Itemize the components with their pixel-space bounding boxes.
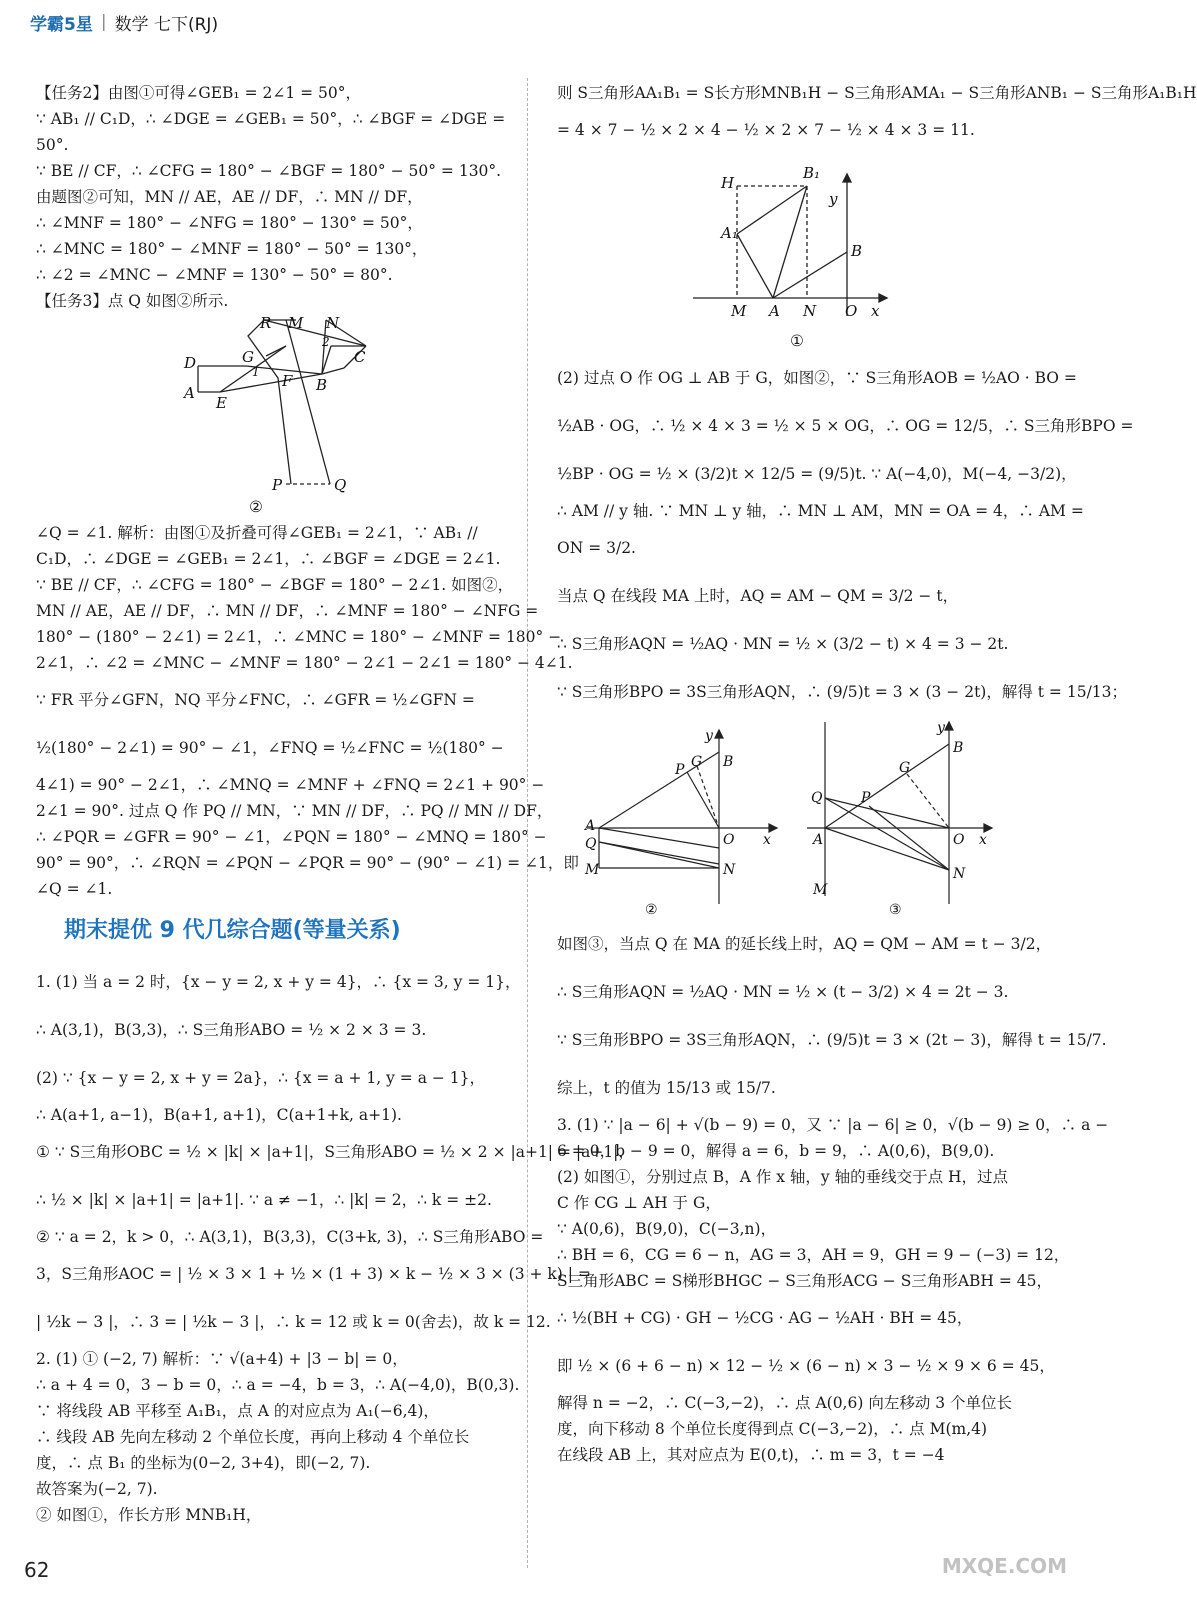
text-line: MN // AE，AE // DF，∴ MN // DF，∴ ∠MNF = 180° − ∠NFG =	[36, 602, 539, 620]
text-line: ∠Q = ∠1. 解析：由图①及折叠可得∠GEB₁ = 2∠1，∵ AB₁ //	[36, 524, 478, 542]
text-line: ∵ FR 平分∠GFN，NQ 平分∠FNC，∴ ∠GFR = ½∠GFN =	[36, 691, 475, 709]
section-title: 期末提优 9 代几综合题(等量关系)	[64, 918, 401, 943]
label-A: A	[184, 384, 195, 402]
label-Q: Q	[334, 476, 347, 494]
figure-r1	[557, 156, 1057, 326]
text-line: 1. (1) 当 a = 2 时，{x − y = 2, x + y = 4}，∴ {x = 3, y = 1}，	[36, 973, 521, 991]
text-line: = 4 × 7 − ½ × 2 × 4 − ½ × 2 × 7 − ½ × 4 × 3 = 11.	[557, 121, 975, 139]
figure-r2-r3	[557, 718, 1057, 918]
text-line: ½AB · OG，∴ ½ × 4 × 3 = ½ × 5 × OG，∴ OG = 12/5，∴ S三角形BPO =	[557, 417, 1134, 435]
text-line: ON = 3/2.	[557, 539, 636, 557]
label-P: P	[861, 790, 871, 806]
text-line: 6 = 0，b − 9 = 0，解得 a = 6，b = 9，∴ A(0,6)，B(9,0).	[557, 1142, 995, 1160]
label-y: y	[705, 728, 713, 744]
label-angle-2: 2	[322, 335, 330, 349]
label-G: G	[899, 760, 911, 776]
label-G: G	[242, 348, 254, 366]
text-line: ∵ BE // CF，∴ ∠CFG = 180° − ∠BGF = 180° − 50° = 130°.	[36, 162, 502, 180]
text-line: ∵ S三角形BPO = 3S三角形AQN，∴ (9/5)t = 3 × (2t − 3)，解得 t = 15/7.	[557, 1031, 1107, 1049]
label-B: B	[851, 242, 863, 260]
text-line: 则 S三角形AA₁B₁ = S长方形MNB₁H − S三角形AMA₁ − S三角形ANB₁ − S三角形A₁B₁H	[557, 84, 1197, 102]
label-C: C	[354, 348, 366, 366]
brand-logo: 学霸5星	[30, 14, 93, 35]
label-angle-1: 1	[252, 365, 260, 379]
label-B: B	[953, 740, 964, 756]
label-E: E	[216, 394, 227, 412]
text-line: ∵ BE // CF，∴ ∠CFG = 180° − ∠BGF = 180° − 2∠1. 如图②，	[36, 576, 514, 594]
label-M: M	[731, 302, 747, 320]
text-line: ∴ ∠MNF = 180° − ∠NFG = 180° − 130° = 50°，	[36, 214, 423, 232]
label-x: x	[763, 832, 771, 848]
label-N: N	[803, 302, 817, 320]
text-line: ① ∵ S三角形OBC = ½ × |k| × |a+1|，S三角形ABO = ½ × 2 × |a+1| = |a+1|，	[36, 1143, 634, 1161]
column-divider	[527, 78, 528, 1568]
label-x: x	[979, 832, 987, 848]
header-subject: 数学 七下(RJ)	[114, 14, 219, 35]
text-line: 90° = 90°，∴ ∠RQN = ∠PQN − ∠PQR = 90° − (90° − ∠1) = ∠1，即	[36, 854, 579, 872]
label-N: N	[723, 862, 736, 878]
text-line: 如图③，当点 Q 在 MA 的延长线上时，AQ = QM − AM = t − 3/2，	[557, 935, 1052, 953]
figure-task3	[36, 316, 526, 492]
text-line: S三角形ABC = S梯形BHGC − S三角形ACG − S三角形ABH = 45，	[557, 1272, 1052, 1290]
text-line: ② 如图①，作长方形 MNB₁H，	[36, 1506, 262, 1524]
label-Q: Q	[585, 836, 597, 852]
text-line: ∠Q = ∠1.	[36, 880, 113, 898]
label-y: y	[937, 720, 945, 736]
text-line: 度，∴ 点 B₁ 的坐标为(0−2, 3+4)，即(−2, 7).	[36, 1454, 371, 1472]
text-line: 解得 n = −2，∴ C(−3,−2)，∴ 点 A(0,6) 向左移动 3 个单位长	[557, 1394, 1013, 1412]
label-R: R	[260, 314, 272, 332]
text-line: ∴ ∠MNC = 180° − ∠MNF = 180° − 50° = 130°，	[36, 240, 428, 258]
watermark: MXQE.COM	[941, 1554, 1067, 1578]
label-y: y	[829, 190, 838, 208]
text-line: 故答案为(−2, 7).	[36, 1480, 158, 1498]
text-line: 50°.	[36, 136, 69, 154]
text-line: 2∠1，∴ ∠2 = ∠MNC − ∠MNF = 180° − 2∠1 − 2∠1 = 180° − 4∠1.	[36, 654, 573, 672]
page-number: 62	[24, 1558, 50, 1582]
label-G: G	[691, 754, 703, 770]
text-line: ∴ ∠PQR = ∠GFR = 90° − ∠1，∠PQN = 180° − ∠MNQ = 180° −	[36, 828, 547, 846]
figure-caption: ②	[645, 902, 658, 918]
text-line: 【任务3】点 Q 如图②所示.	[36, 292, 229, 310]
header-separator: |	[100, 12, 107, 32]
label-B1: B₁	[803, 164, 821, 182]
text-line: ∴ AM // y 轴. ∵ MN ⊥ y 轴，∴ MN ⊥ AM，MN = OA = 4，∴ AM =	[557, 502, 1084, 520]
figure-caption: ③	[889, 902, 902, 918]
label-F: F	[282, 372, 293, 390]
text-line: ∴ ½ × |k| × |a+1| = |a+1|. ∵ a ≠ −1，∴ |k| = 2，∴ k = ±2.	[36, 1191, 492, 1209]
figure-caption: ①	[790, 332, 804, 350]
text-line: ∵ A(0,6)，B(9,0)，C(−3,n)，	[557, 1220, 777, 1238]
text-line: ∴ 线段 AB 先向左移动 2 个单位长度，再向上移动 4 个单位长	[36, 1428, 470, 1446]
label-O: O	[845, 302, 858, 320]
text-line: 2. (1) ① (−2, 7) 解析：∵ √(a+4) + |3 − b| = 0，	[36, 1350, 408, 1368]
text-line: ∴ ½(BH + CG) · GH − ½CG · AG − ½AH · BH = 45，	[557, 1309, 973, 1327]
text-line: 【任务2】由图①可得∠GEB₁ = 2∠1 = 50°，	[36, 84, 362, 102]
text-line: ② ∵ a = 2，k > 0，∴ A(3,1)，B(3,3)，C(3+k, 3)，∴ S三角形ABO =	[36, 1228, 544, 1246]
label-O: O	[723, 832, 735, 848]
text-line: ∴ A(a+1, a−1)，B(a+1, a+1)，C(a+1+k, a+1).	[36, 1106, 402, 1124]
figure-caption: ②	[249, 498, 263, 516]
text-line: 3. (1) ∵ |a − 6| + √(b − 9) = 0，又 ∵ |a − 6| ≥ 0，√(b − 9) ≥ 0，∴ a −	[557, 1116, 1109, 1134]
label-N: N	[326, 314, 340, 332]
label-M: M	[585, 862, 600, 878]
text-line: C 作 CG ⊥ AH 于 G，	[557, 1194, 721, 1212]
text-line: ∴ S三角形AQN = ½AQ · MN = ½ × (t − 3/2) × 4 = 2t − 3.	[557, 983, 1009, 1001]
label-D: D	[184, 354, 197, 372]
text-line: ½BP · OG = ½ × (3/2)t × 12/5 = (9/5)t. ∵ A(−4,0)，M(−4, −3/2)，	[557, 465, 1077, 483]
text-line: 3，S三角形AOC = | ½ × 3 × 1 + ½ × (1 + 3) × k − ½ × 3 × (3 + k) | =	[36, 1265, 591, 1283]
label-A: A	[585, 818, 596, 834]
text-line: (2) 过点 O 作 OG ⊥ AB 于 G，如图②，∵ S三角形AOB = ½AO · BO =	[557, 369, 1077, 387]
label-A1: A₁	[721, 224, 738, 242]
text-line: ∴ a + 4 = 0，3 − b = 0，∴ a = −4，b = 3，∴ A(−4,0)，B(0,3).	[36, 1376, 520, 1394]
label-O: O	[953, 832, 965, 848]
text-line: ½(180° − 2∠1) = 90° − ∠1，∠FNQ = ½∠FNC = ½(180° −	[36, 739, 504, 757]
text-line: ∴ S三角形AQN = ½AQ · MN = ½ × (3/2 − t) × 4 = 3 − 2t.	[557, 635, 1009, 653]
text-line: ∴ ∠2 = ∠MNC − ∠MNF = 130° − 50° = 80°.	[36, 266, 393, 284]
label-B: B	[723, 754, 734, 770]
problem-1-2-solution	[36, 958, 634, 1528]
text-line: 在线段 AB 上，其对应点为 E(0,t)，∴ m = 3，t = −4	[557, 1446, 945, 1464]
label-Q: Q	[811, 790, 823, 806]
text-line: C₁D，∴ ∠DGE = ∠GEB₁ = 2∠1，∴ ∠BGF = ∠DGE = 2∠1.	[36, 550, 501, 568]
label-M: M	[288, 314, 304, 332]
label-P: P	[272, 476, 283, 494]
label-B: B	[316, 376, 328, 394]
text-line: 综上，t 的值为 15/13 或 15/7.	[557, 1079, 776, 1097]
text-line: (2) 如图①，分别过点 B，A 作 x 轴，y 轴的垂线交于点 H，过点	[557, 1168, 1009, 1186]
label-P: P	[675, 762, 685, 778]
area-computation	[557, 80, 1197, 154]
text-line: 2∠1 = 90°. 过点 Q 作 PQ // MN，∵ MN // DF，∴ PQ // MN // DF，	[36, 802, 553, 820]
text-line: 4∠1) = 90° − 2∠1，∴ ∠MNQ = ∠MNF + ∠FNQ = 2∠1 + 90° −	[36, 776, 545, 794]
text-line: ∴ BH = 6，CG = 6 − n，AG = 3，AH = 9，GH = 9 − (−3) = 12，	[557, 1246, 1070, 1264]
task3-explanation	[36, 520, 579, 902]
text-line: 当点 Q 在线段 MA 上时，AQ = AM − QM = 3/2 − t，	[557, 587, 959, 605]
text-line: 度，向下移动 8 个单位长度得到点 C(−3,−2)，∴ 点 M(m,4)	[557, 1420, 988, 1438]
text-line: 即 ½ × (6 + 6 − n) × 12 − ½ × (6 − n) × 3 − ½ × 9 × 6 = 45，	[557, 1357, 1055, 1375]
label-M: M	[813, 882, 828, 898]
text-line: 由题图②可知，MN // AE，AE // DF，∴ MN // DF，	[36, 188, 423, 206]
right-column	[557, 80, 1197, 1468]
part2-solution	[557, 354, 1134, 716]
label-N: N	[953, 866, 966, 882]
page-header	[30, 10, 218, 34]
text-line: ∵ AB₁ // C₁D，∴ ∠DGE = ∠GEB₁ = 50°，∴ ∠BGF = ∠DGE =	[36, 110, 506, 128]
label-H: H	[721, 174, 735, 192]
text-line: 180° − (180° − 2∠1) = 2∠1，∴ ∠MNC = 180° − ∠MNF = 180° −	[36, 628, 562, 646]
label-A: A	[769, 302, 780, 320]
label-A: A	[813, 832, 824, 848]
label-x: x	[871, 302, 880, 320]
problem-3-solution	[557, 920, 1109, 1468]
text-line: ∴ A(3,1)，B(3,3)，∴ S三角形ABO = ½ × 2 × 3 = 3.	[36, 1021, 427, 1039]
task2-solution	[36, 80, 526, 314]
text-line: (2) ∵ {x − y = 2, x + y = 2a}，∴ {x = a + 1, y = a − 1}，	[36, 1069, 486, 1087]
text-line: ∵ 将线段 AB 平移至 A₁B₁，点 A 的对应点为 A₁(−6,4)，	[36, 1402, 439, 1420]
text-line: | ½k − 3 |，∴ 3 = | ½k − 3 |，∴ k = 12 或 k = 0(舍去)，故 k = 12.	[36, 1313, 551, 1331]
text-line: ∵ S三角形BPO = 3S三角形AQN，∴ (9/5)t = 3 × (3 − 2t)，解得 t = 15/13；	[557, 683, 1128, 701]
